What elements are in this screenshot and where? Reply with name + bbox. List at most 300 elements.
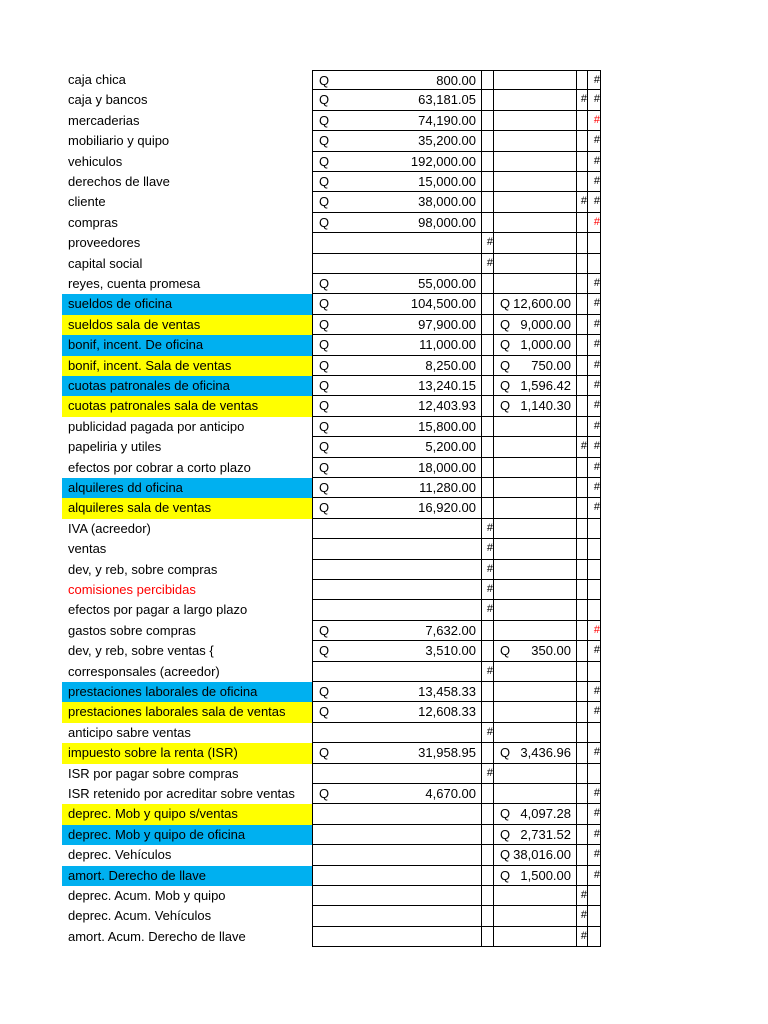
debit-cell[interactable] (312, 478, 482, 498)
credit-cell[interactable] (494, 723, 577, 743)
credit-cell[interactable] (494, 356, 577, 376)
account-label[interactable]: amort. Derecho de llave (62, 866, 312, 886)
debit-cell[interactable] (312, 90, 482, 110)
overflow-cell[interactable] (482, 376, 494, 396)
overflow-cell[interactable] (482, 498, 494, 518)
overflow-cell[interactable] (588, 315, 601, 335)
overflow-marker: # (593, 338, 600, 351)
debit-cell[interactable] (312, 743, 482, 763)
overflow-cell[interactable] (482, 682, 494, 702)
overflow-cell[interactable] (482, 335, 494, 355)
credit-amount: 4,097.28 (520, 806, 571, 822)
overflow-cell[interactable] (577, 335, 588, 355)
overflow-cell[interactable] (482, 539, 494, 559)
overflow-cell[interactable] (482, 621, 494, 641)
table-row (0, 600, 768, 620)
credit-cell[interactable] (494, 662, 577, 682)
account-label[interactable]: amort. Acum. Derecho de llave (68, 928, 246, 944)
overflow-cell[interactable] (482, 764, 494, 784)
debit-cell[interactable] (312, 172, 482, 192)
overflow-cell[interactable] (482, 111, 494, 131)
table-row (0, 376, 768, 396)
overflow-cell[interactable] (482, 641, 494, 661)
overflow-cell[interactable] (588, 539, 601, 559)
overflow-cell[interactable] (588, 70, 601, 90)
overflow-cell[interactable] (577, 560, 588, 580)
debit-cell[interactable] (312, 356, 482, 376)
debit-cell[interactable] (312, 784, 482, 804)
account-label[interactable]: cuotas patronales de oficina (62, 376, 312, 396)
account-label[interactable]: alquileres dd oficina (62, 478, 312, 498)
overflow-cell[interactable] (577, 702, 588, 722)
account-label[interactable]: cliente (68, 194, 106, 210)
credit-cell[interactable] (494, 90, 577, 110)
account-label[interactable]: reyes, cuenta promesa (68, 276, 201, 291)
credit-cell[interactable] (494, 886, 577, 906)
overflow-cell[interactable] (577, 417, 588, 437)
account-label[interactable]: alquileres sala de ventas (62, 498, 312, 518)
credit-cell[interactable] (494, 274, 577, 294)
overflow-marker: # (486, 664, 493, 677)
overflow-cell[interactable] (588, 621, 601, 641)
table-row (0, 539, 768, 559)
credit-cell[interactable] (494, 213, 577, 233)
overflow-cell[interactable] (577, 111, 588, 131)
account-label[interactable]: prestaciones laborales de oficina (62, 682, 312, 702)
overflow-cell[interactable] (588, 172, 601, 192)
overflow-cell[interactable] (577, 580, 588, 600)
overflow-cell[interactable] (482, 784, 494, 804)
account-label[interactable]: gastos sobre compras (68, 622, 196, 638)
debit-cell[interactable] (312, 376, 482, 396)
credit-amount: 1,500.00 (520, 867, 571, 883)
overflow-cell[interactable] (482, 213, 494, 233)
debit-amount: 15,800.00 (418, 418, 476, 434)
overflow-cell[interactable] (577, 131, 588, 151)
overflow-cell[interactable] (577, 254, 588, 274)
overflow-cell[interactable] (588, 519, 601, 539)
overflow-cell[interactable] (482, 478, 494, 498)
overflow-cell[interactable] (482, 70, 494, 90)
overflow-cell[interactable] (577, 478, 588, 498)
debit-cell[interactable] (312, 702, 482, 722)
overflow-cell[interactable] (482, 702, 494, 722)
credit-cell[interactable] (494, 560, 577, 580)
credit-cell[interactable] (494, 335, 577, 355)
account-label[interactable]: efectos por pagar a largo plazo (68, 602, 248, 618)
overflow-cell[interactable] (588, 294, 601, 314)
debit-cell[interactable] (312, 804, 482, 824)
debit-cell[interactable] (312, 152, 482, 172)
account-label[interactable]: IVA (acreedor) (68, 520, 151, 536)
account-label[interactable]: proveedores (68, 235, 141, 251)
overflow-cell[interactable] (482, 356, 494, 376)
credit-cell[interactable] (494, 458, 577, 478)
overflow-cell[interactable] (577, 356, 588, 376)
currency-symbol: Q (319, 133, 330, 149)
overflow-cell[interactable] (482, 131, 494, 151)
overflow-cell[interactable] (588, 437, 601, 457)
overflow-cell[interactable] (577, 927, 588, 947)
overflow-cell[interactable] (482, 417, 494, 437)
overflow-cell[interactable] (588, 152, 601, 172)
overflow-cell[interactable] (577, 396, 588, 416)
debit-cell[interactable] (312, 764, 482, 784)
debit-cell[interactable] (312, 396, 482, 416)
table-row (0, 845, 768, 865)
debit-cell[interactable] (312, 417, 482, 437)
credit-cell[interactable] (494, 152, 577, 172)
overflow-cell[interactable] (577, 662, 588, 682)
account-label[interactable]: vehiculos (68, 153, 123, 169)
table-row (0, 641, 768, 661)
credit-cell[interactable] (494, 906, 577, 926)
overflow-cell[interactable] (482, 294, 494, 314)
overflow-cell[interactable] (577, 519, 588, 539)
account-label[interactable]: corresponsales (acreedor) (68, 663, 220, 679)
currency-symbol: Q (500, 378, 511, 393)
currency-symbol: Q (319, 73, 330, 88)
overflow-cell[interactable] (588, 498, 601, 518)
overflow-cell[interactable] (588, 356, 601, 376)
overflow-cell[interactable] (482, 315, 494, 335)
overflow-cell[interactable] (577, 682, 588, 702)
account-label[interactable]: comisiones percibidas (68, 582, 196, 597)
currency-symbol: Q (319, 337, 330, 353)
account-label[interactable]: deprec. Acum. Vehículos (68, 908, 212, 924)
debit-cell[interactable] (312, 906, 482, 926)
account-label[interactable]: mobiliario y quipo (68, 133, 170, 149)
account-label[interactable]: caja y bancos (68, 92, 148, 108)
overflow-cell[interactable] (577, 192, 588, 212)
currency-symbol: Q (319, 704, 330, 720)
overflow-cell[interactable] (577, 866, 588, 886)
debit-cell[interactable] (312, 866, 482, 886)
debit-cell[interactable] (312, 192, 482, 212)
overflow-cell[interactable] (577, 804, 588, 824)
debit-cell[interactable] (312, 111, 482, 131)
overflow-cell[interactable] (577, 458, 588, 478)
credit-cell[interactable] (494, 743, 577, 763)
overflow-cell[interactable] (588, 213, 601, 233)
overflow-cell[interactable] (482, 723, 494, 743)
overflow-cell[interactable] (577, 723, 588, 743)
overflow-cell[interactable] (482, 866, 494, 886)
debit-cell[interactable] (312, 845, 482, 865)
credit-cell[interactable] (494, 417, 577, 437)
overflow-cell[interactable] (588, 886, 601, 906)
overflow-cell[interactable] (588, 478, 601, 498)
debit-amount: 63,181.05 (418, 92, 476, 108)
debit-cell[interactable] (312, 294, 482, 314)
overflow-cell[interactable] (577, 315, 588, 335)
debit-cell[interactable] (312, 131, 482, 151)
overflow-cell[interactable] (588, 906, 601, 926)
credit-cell[interactable] (494, 315, 577, 335)
debit-cell[interactable] (312, 335, 482, 355)
account-label[interactable]: bonif, incent. Sala de ventas (62, 356, 312, 376)
overflow-cell[interactable] (482, 396, 494, 416)
currency-symbol: Q (319, 480, 330, 495)
credit-cell[interactable] (494, 621, 577, 641)
currency-symbol: Q (500, 316, 511, 332)
debit-cell[interactable] (312, 274, 482, 294)
table-row (0, 152, 768, 172)
overflow-cell[interactable] (588, 825, 601, 845)
debit-amount: 12,608.33 (418, 704, 476, 720)
overflow-cell[interactable] (588, 764, 601, 784)
credit-cell[interactable] (494, 172, 577, 192)
debit-cell[interactable] (312, 539, 482, 559)
overflow-cell[interactable] (577, 743, 588, 763)
overflow-cell[interactable] (577, 539, 588, 559)
credit-amount: 12,600.00 (513, 296, 571, 312)
account-label[interactable]: prestaciones laborales sala de ventas (62, 702, 312, 722)
credit-cell[interactable] (494, 294, 577, 314)
overflow-cell[interactable] (482, 743, 494, 763)
overflow-cell[interactable] (588, 845, 601, 865)
overflow-cell[interactable] (577, 172, 588, 192)
credit-cell[interactable] (494, 70, 577, 90)
debit-cell[interactable] (312, 600, 482, 620)
overflow-cell[interactable] (577, 906, 588, 926)
overflow-cell[interactable] (577, 845, 588, 865)
account-label[interactable]: derechos de llave (68, 174, 170, 189)
credit-cell[interactable] (494, 233, 577, 253)
overflow-cell[interactable] (482, 560, 494, 580)
overflow-cell[interactable] (482, 519, 494, 539)
debit-cell[interactable] (312, 927, 482, 947)
account-label[interactable]: dev, y reb, sobre ventas { (68, 643, 214, 659)
overflow-cell[interactable] (482, 192, 494, 212)
credit-cell[interactable] (494, 254, 577, 274)
credit-cell[interactable] (494, 111, 577, 131)
debit-cell[interactable] (312, 580, 482, 600)
overflow-cell[interactable] (577, 274, 588, 294)
overflow-cell[interactable] (588, 417, 601, 437)
overflow-cell[interactable] (482, 804, 494, 824)
overflow-cell[interactable] (577, 213, 588, 233)
credit-cell[interactable] (494, 866, 577, 886)
overflow-marker: # (593, 134, 600, 147)
debit-amount: 31,958.95 (418, 745, 476, 761)
overflow-cell[interactable] (588, 641, 601, 661)
overflow-cell[interactable] (482, 580, 494, 600)
credit-amount: 350.00 (531, 643, 571, 659)
overflow-cell[interactable] (588, 233, 601, 253)
debit-cell[interactable] (312, 315, 482, 335)
credit-cell[interactable] (494, 396, 577, 416)
overflow-cell[interactable] (482, 906, 494, 926)
overflow-cell[interactable] (588, 131, 601, 151)
overflow-cell[interactable] (577, 764, 588, 784)
credit-cell[interactable] (494, 784, 577, 804)
debit-amount: 55,000.00 (418, 276, 476, 291)
overflow-marker: # (486, 603, 493, 616)
debit-cell[interactable] (312, 437, 482, 457)
account-label[interactable]: cuotas patronales sala de ventas (62, 396, 312, 416)
overflow-cell[interactable] (577, 825, 588, 845)
overflow-marker: # (593, 419, 600, 432)
credit-cell[interactable] (494, 825, 577, 845)
overflow-cell[interactable] (588, 560, 601, 580)
debit-cell[interactable] (312, 458, 482, 478)
table-row (0, 396, 768, 416)
account-label[interactable]: caja chica (68, 72, 126, 87)
debit-cell[interactable] (312, 254, 482, 274)
overflow-cell[interactable] (482, 254, 494, 274)
overflow-cell[interactable] (577, 294, 588, 314)
credit-cell[interactable] (494, 519, 577, 539)
overflow-cell[interactable] (588, 335, 601, 355)
account-label[interactable]: compras (68, 214, 118, 230)
account-label[interactable]: deprec. Mob y quipo de oficina (62, 825, 312, 845)
account-label[interactable]: sueldos de oficina (62, 294, 312, 314)
credit-cell[interactable] (494, 804, 577, 824)
account-label[interactable]: ISR por pagar sobre compras (68, 765, 239, 781)
debit-cell[interactable] (312, 886, 482, 906)
overflow-cell[interactable] (577, 233, 588, 253)
overflow-cell[interactable] (577, 376, 588, 396)
account-label[interactable]: mercaderias (68, 112, 140, 128)
overflow-cell[interactable] (588, 111, 601, 131)
overflow-cell[interactable] (588, 804, 601, 824)
table-row (0, 172, 768, 192)
credit-cell[interactable] (494, 845, 577, 865)
overflow-cell[interactable] (482, 90, 494, 110)
overflow-cell[interactable] (588, 192, 601, 212)
overflow-cell[interactable] (482, 233, 494, 253)
overflow-cell[interactable] (588, 274, 601, 294)
overflow-cell[interactable] (588, 600, 601, 620)
debit-cell[interactable] (312, 662, 482, 682)
table-row (0, 825, 768, 845)
account-label[interactable]: publicidad pagada por anticipo (68, 418, 245, 434)
debit-cell[interactable] (312, 723, 482, 743)
table-row (0, 498, 768, 518)
overflow-cell[interactable] (482, 600, 494, 620)
debit-cell[interactable] (312, 641, 482, 661)
credit-cell[interactable] (494, 376, 577, 396)
account-label[interactable]: deprec. Mob y quipo s/ventas (62, 804, 312, 824)
credit-cell[interactable] (494, 927, 577, 947)
account-label[interactable]: ISR retenido por acreditar sobre ventas (68, 786, 295, 801)
overflow-cell[interactable] (577, 70, 588, 90)
debit-cell[interactable] (312, 560, 482, 580)
currency-symbol: Q (319, 174, 330, 189)
account-label[interactable]: papeliria y utiles (68, 439, 162, 455)
account-label[interactable]: sueldos sala de ventas (62, 315, 312, 335)
overflow-cell[interactable] (482, 825, 494, 845)
overflow-cell[interactable] (577, 600, 588, 620)
credit-cell[interactable] (494, 478, 577, 498)
currency-symbol: Q (319, 112, 330, 128)
debit-amount: 13,240.15 (418, 378, 476, 393)
overflow-marker: # (593, 399, 600, 412)
overflow-cell[interactable] (482, 152, 494, 172)
debit-cell[interactable] (312, 498, 482, 518)
overflow-cell[interactable] (588, 376, 601, 396)
account-label[interactable]: bonif, incent. De oficina (62, 335, 312, 355)
overflow-cell[interactable] (588, 784, 601, 804)
overflow-cell[interactable] (588, 702, 601, 722)
overflow-cell[interactable] (588, 396, 601, 416)
overflow-cell[interactable] (577, 641, 588, 661)
table-row (0, 437, 768, 457)
table-row (0, 274, 768, 294)
overflow-cell[interactable] (588, 927, 601, 947)
overflow-cell[interactable] (588, 743, 601, 763)
overflow-cell[interactable] (482, 458, 494, 478)
credit-cell[interactable] (494, 131, 577, 151)
overflow-cell[interactable] (577, 886, 588, 906)
overflow-cell[interactable] (577, 498, 588, 518)
overflow-cell[interactable] (577, 621, 588, 641)
account-label[interactable]: ventas (68, 541, 107, 557)
credit-cell[interactable] (494, 580, 577, 600)
debit-cell[interactable] (312, 519, 482, 539)
overflow-cell[interactable] (482, 437, 494, 457)
overflow-cell[interactable] (482, 927, 494, 947)
table-row (0, 764, 768, 784)
overflow-cell[interactable] (482, 172, 494, 192)
debit-cell[interactable] (312, 70, 482, 90)
overflow-cell[interactable] (588, 723, 601, 743)
overflow-cell[interactable] (577, 152, 588, 172)
overflow-cell[interactable] (588, 90, 601, 110)
overflow-cell[interactable] (577, 784, 588, 804)
account-label[interactable]: efectos por cobrar a corto plazo (68, 459, 251, 475)
overflow-cell[interactable] (577, 437, 588, 457)
overflow-cell[interactable] (482, 886, 494, 906)
overflow-cell[interactable] (588, 866, 601, 886)
debit-cell[interactable] (312, 621, 482, 641)
debit-cell[interactable] (312, 233, 482, 253)
credit-cell[interactable] (494, 682, 577, 702)
account-label[interactable]: anticipo sabre ventas (68, 724, 191, 740)
overflow-cell[interactable] (588, 580, 601, 600)
currency-symbol: Q (500, 806, 511, 822)
credit-cell[interactable] (494, 702, 577, 722)
credit-cell[interactable] (494, 498, 577, 518)
account-label[interactable]: deprec. Acum. Mob y quipo (68, 888, 226, 903)
overflow-cell[interactable] (588, 662, 601, 682)
debit-cell[interactable] (312, 682, 482, 702)
overflow-cell[interactable] (482, 845, 494, 865)
overflow-cell[interactable] (588, 458, 601, 478)
account-label[interactable]: impuesto sobre la renta (ISR) (62, 743, 312, 763)
credit-cell[interactable] (494, 437, 577, 457)
credit-cell[interactable] (494, 764, 577, 784)
debit-cell[interactable] (312, 213, 482, 233)
table-row (0, 192, 768, 212)
credit-cell[interactable] (494, 641, 577, 661)
overflow-cell[interactable] (482, 662, 494, 682)
overflow-cell[interactable] (482, 274, 494, 294)
credit-cell[interactable] (494, 192, 577, 212)
currency-symbol: Q (319, 622, 330, 638)
account-label[interactable]: dev, y reb, sobre compras (68, 561, 218, 577)
account-label[interactable]: capital social (68, 255, 143, 271)
overflow-cell[interactable] (588, 682, 601, 702)
debit-cell[interactable] (312, 825, 482, 845)
credit-cell[interactable] (494, 600, 577, 620)
overflow-cell[interactable] (577, 90, 588, 110)
overflow-marker: # (593, 787, 600, 799)
account-label[interactable]: deprec. Vehículos (68, 847, 172, 863)
credit-cell[interactable] (494, 539, 577, 559)
overflow-cell[interactable] (588, 254, 601, 274)
